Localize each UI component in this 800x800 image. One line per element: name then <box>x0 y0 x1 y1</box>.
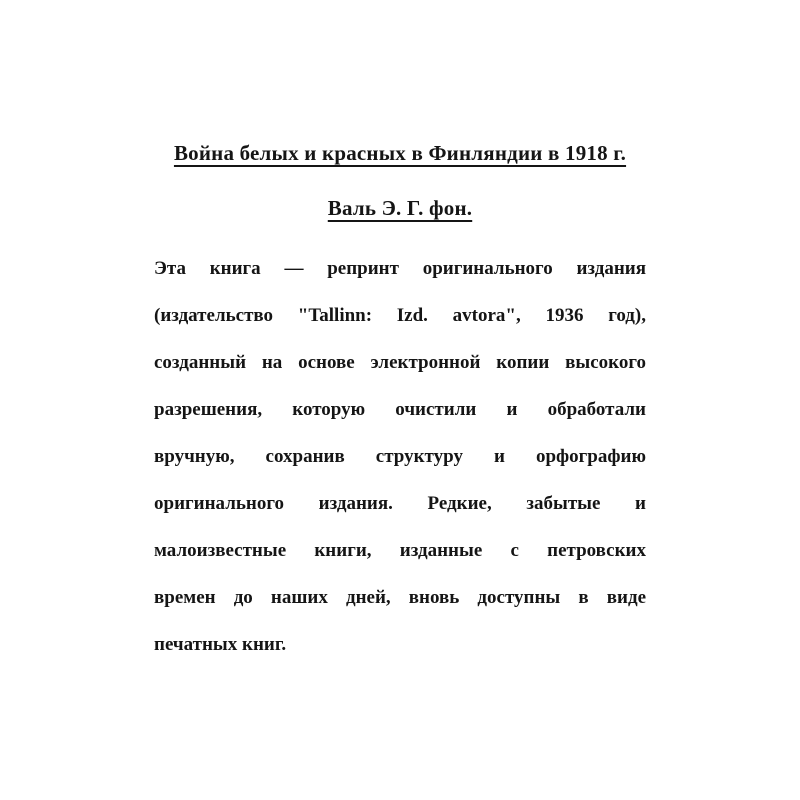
body-line: созданный на основе электронной копии высокого <box>154 352 646 373</box>
book-author: Валь Э. Г. фон. <box>327 196 473 220</box>
body-line: вручную, сохранив структуру и орфографию <box>154 446 646 467</box>
body-line: Эта книга — репринт оригинального издания <box>154 258 646 279</box>
body-line: времен до наших дней, вновь доступны в виде <box>154 587 646 608</box>
body-line: (издательство "Tallinn: Izd. avtora", 1936 год), <box>154 305 646 326</box>
body-line: оригинального издания. Редкие, забытые и <box>154 493 646 514</box>
body-line: малоизвестные книги, изданные с петровских <box>154 540 646 561</box>
content-block <box>154 0 646 668</box>
book-description <box>154 245 646 668</box>
body-line: печатных книг. <box>154 634 287 655</box>
body-line: разрешения, которую очистили и обработали <box>154 399 646 420</box>
book-title: Война белых и красных в Финляндии в 1918 г. <box>173 141 627 165</box>
